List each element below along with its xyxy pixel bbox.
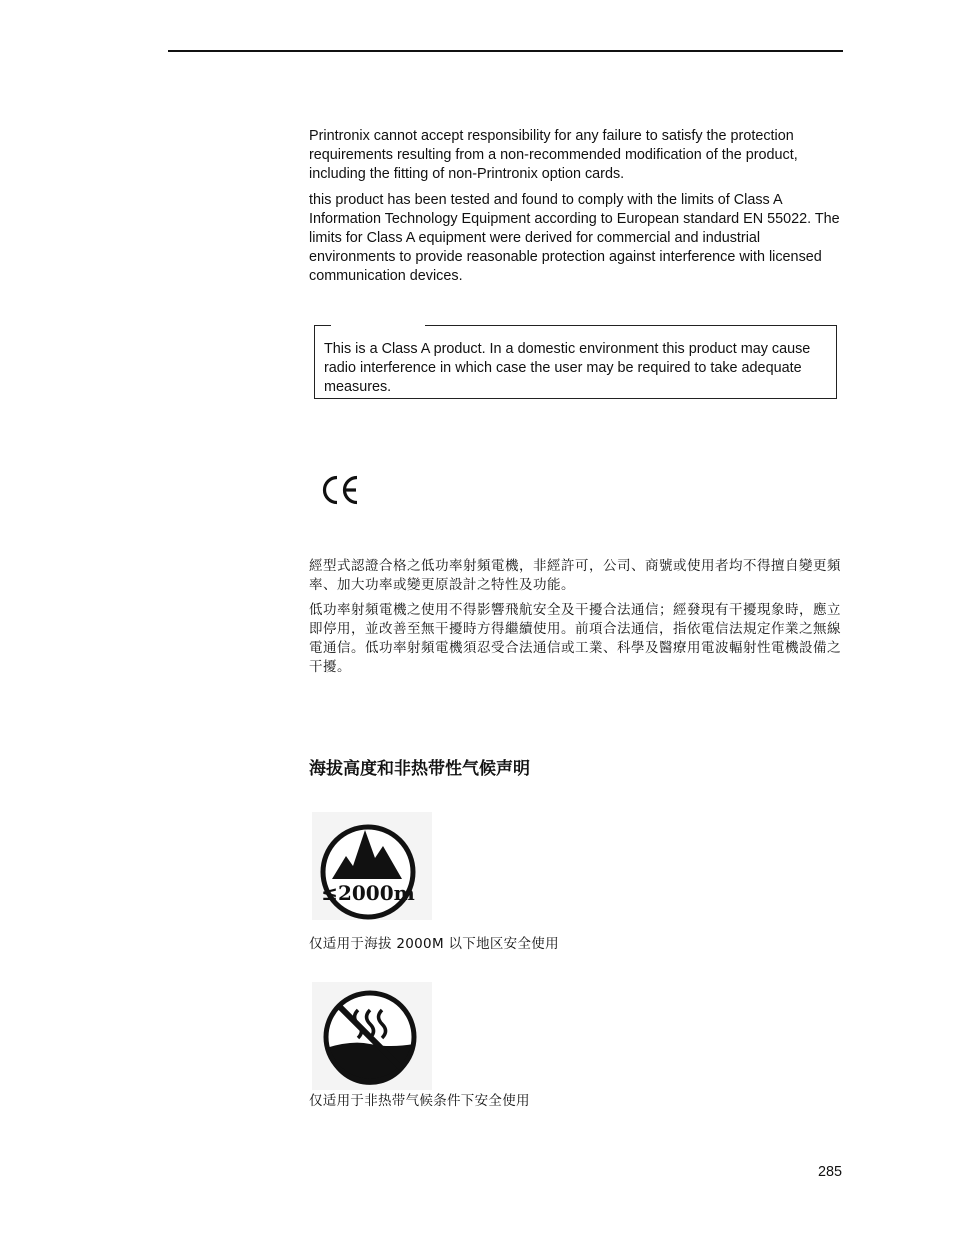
altitude-caption: 仅适用于海拔 2000M 以下地区安全使用	[309, 936, 559, 952]
taiwan-notice-paragraph-1: 經型式認證合格之低功率射頻電機，非經許可，公司、商號或使用者均不得擅自變更頻率、加大功率或變更原設計之特性及功能。	[309, 558, 841, 593]
compliance-paragraph: this product has been tested and found to comply with the limits of Class A Information Technology Equipment according to European standard EN 55022. The limits for Class A equipment were derived for commercial and industrial environments to provide reasonable protection against interference with licensed communication devices.	[309, 192, 840, 284]
ce-mark-icon	[320, 474, 360, 506]
non-tropical-climate-icon	[312, 982, 432, 1090]
responsibility-paragraph: Printronix cannot accept responsibility for any failure to satisfy the protection requirements resulting from a non-recommended modification of the product, including the fitting of non-Printronix option cards.	[309, 128, 798, 182]
climate-caption: 仅适用于非热带气候条件下安全使用	[309, 1093, 530, 1109]
altitude-2000m-icon	[312, 812, 432, 920]
class-a-notice-box	[314, 325, 837, 399]
altitude-symbol-label: ≤2000m	[321, 881, 415, 905]
altitude-climate-heading: 海拔高度和非热带性气候声明	[309, 759, 530, 779]
notice-box-label-gap	[331, 324, 425, 328]
header-rule	[168, 50, 843, 52]
class-a-notice-text: This is a Class A product. In a domestic environment this product may cause radio interference in which case the user may be required to take adequate measures.	[324, 341, 811, 395]
taiwan-notice-paragraph-2: 低功率射頻電機之使用不得影響飛航安全及干擾合法通信；經發現有干擾現象時，應立即停用，並改善至無干擾時方得繼續使用。前項合法通信，指依電信法規定作業之無線電通信。低功率射頻電機須忍受合法通信或工業、科學及醫療用電波輻射性電機設備之干擾。	[309, 602, 841, 675]
page-number: 285	[817, 1164, 842, 1180]
